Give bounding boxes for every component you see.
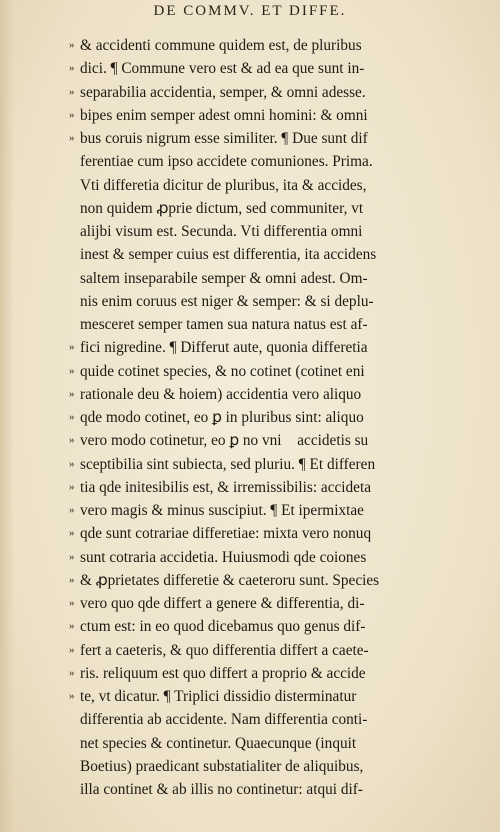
line-text: & ꝓprietates differetie & caeteroru sunt. Species xyxy=(80,571,380,589)
quotation-mark: » xyxy=(69,132,75,144)
text-line xyxy=(80,197,460,220)
line-text: bus coruis nigrum esse similiter. ¶ Due sunt dif xyxy=(80,130,368,147)
text-line xyxy=(69,34,460,57)
text-line xyxy=(69,546,460,569)
line-text: vero magis & minus suscipiut. ¶ Et ipermixtae xyxy=(80,502,364,519)
quotation-mark: » xyxy=(69,666,75,679)
line-text: Boetius) praedicant substatialiter de aliquibus, xyxy=(80,757,364,775)
text-line xyxy=(69,429,460,452)
quotation-mark: » xyxy=(69,620,75,633)
text-line xyxy=(69,499,460,522)
text-line xyxy=(69,336,460,359)
text-line xyxy=(80,290,460,313)
text-line xyxy=(80,732,460,755)
text-line xyxy=(69,406,460,429)
line-text: dici. ¶ Commune vero est & ad ea que sunt in- xyxy=(80,60,365,78)
line-text: Vti differetia dicitur de pluribus, ita & accides, xyxy=(80,176,367,194)
quotation-mark: » xyxy=(69,597,75,609)
line-text: bipes enim semper adest omni homini: & omni xyxy=(80,106,368,124)
line-text: fert a caeteris, & quo differentia differt a caete- xyxy=(80,641,369,659)
text-line xyxy=(80,778,460,801)
quotation-mark: » xyxy=(69,108,75,121)
text-line xyxy=(69,57,460,80)
quotation-mark: » xyxy=(69,527,75,540)
text-line xyxy=(69,685,460,708)
text-line xyxy=(69,453,460,476)
running-title: DE COMMV. ET DIFFE. xyxy=(153,3,347,19)
line-text: te, vt dicatur. ¶ Triplici dissidio disterminatur xyxy=(80,688,357,705)
quotation-mark: » xyxy=(69,457,75,470)
text-line xyxy=(69,127,460,150)
text-line xyxy=(69,360,460,383)
quotation-mark: » xyxy=(69,341,75,354)
quotation-mark: » xyxy=(69,480,75,493)
line-text: qde sunt cotrariae differetiae: mixta vero nonuq xyxy=(80,525,372,543)
line-text: tia qde initesibilis est, & irremissibilis: accideta xyxy=(80,478,372,496)
line-text: saltem inseparabile semper & omni adest. Om- xyxy=(80,269,368,287)
page-gutter-shadow xyxy=(0,0,14,832)
quotation-mark: » xyxy=(69,62,75,75)
quotation-mark: » xyxy=(69,573,75,586)
text-line xyxy=(69,662,460,685)
line-text: & accidenti commune quidem est, de pluribus xyxy=(80,37,362,54)
line-text: vero modo cotinetur, eo ꝑ no vni᷒ accidetis su xyxy=(80,432,369,450)
quotation-mark: » xyxy=(69,690,75,702)
line-text: differentia ab accidente. Nam differentia conti- xyxy=(80,711,368,729)
text-line xyxy=(80,755,460,778)
text-line xyxy=(69,81,460,104)
line-text: illa continet & ab illis no continetur: atqui dif- xyxy=(80,781,363,798)
line-text: separabilia accidentia, semper, & omni adesse. xyxy=(80,83,366,101)
text-line xyxy=(80,313,460,336)
line-text: qde modo cotinet, eo ꝑ in pluribus sint: aliquo xyxy=(80,409,364,426)
text-line xyxy=(80,220,460,243)
line-text: ctum est: in eo quod dicebamus quo genus dif- xyxy=(80,618,366,636)
quotation-mark: » xyxy=(69,387,75,400)
text-line xyxy=(69,639,460,662)
line-text: ferentiae cum ipso accidete comuniones. Prima. xyxy=(80,153,373,171)
quotation-mark: » xyxy=(69,85,75,98)
text-line xyxy=(69,104,460,127)
text-line xyxy=(80,708,460,731)
line-text: vero quo qde differt a genere & differentia, di- xyxy=(80,595,365,612)
quotation-mark: » xyxy=(69,434,75,447)
quotation-mark: » xyxy=(69,550,75,563)
quotation-mark: » xyxy=(69,643,75,656)
quotation-mark: » xyxy=(69,504,75,516)
line-text: mesceret semper tamen sua natura natus est af- xyxy=(80,316,368,333)
text-line xyxy=(69,569,460,592)
line-text: rationale deu & hoiem) accidentia vero aliquo xyxy=(80,385,362,403)
quotation-mark: » xyxy=(69,364,75,377)
text-line xyxy=(69,592,460,615)
quotation-mark: » xyxy=(69,39,75,51)
line-text: non quidem ꝓprie dictum, sed communiter, vt xyxy=(80,199,364,217)
quotation-mark: » xyxy=(69,411,75,423)
line-text: fici nigredine. ¶ Differut aute, quonia differetia xyxy=(80,339,368,357)
line-text: sunt cotraria accidetia. Huiusmodi qde coiones xyxy=(80,548,367,566)
text-line xyxy=(80,243,460,266)
line-text: sceptibilia sint subiecta, sed pluriu. ¶ Et differen xyxy=(80,455,376,473)
line-text: net species & continetur. Quaecunque (inquit xyxy=(80,734,357,752)
text-line xyxy=(69,522,460,545)
text-line xyxy=(80,150,460,173)
text-line xyxy=(80,267,460,290)
line-text: quide cotinet species, & no cotinet (cotinet eni xyxy=(80,362,365,380)
line-text: nis enim coruus est niger & semper: & si deplu- xyxy=(80,292,374,310)
text-line xyxy=(80,174,460,197)
line-text: ris. reliquum est quo differt a proprio & accide xyxy=(80,664,366,682)
text-line xyxy=(69,476,460,499)
line-text: inest & semper cuius est differentia, ita accidens xyxy=(80,246,377,264)
text-line xyxy=(69,615,460,638)
text-line xyxy=(69,383,460,406)
text-block xyxy=(69,34,460,801)
line-text: alijbi visum est. Secunda. Vti differentia omni xyxy=(80,223,363,240)
